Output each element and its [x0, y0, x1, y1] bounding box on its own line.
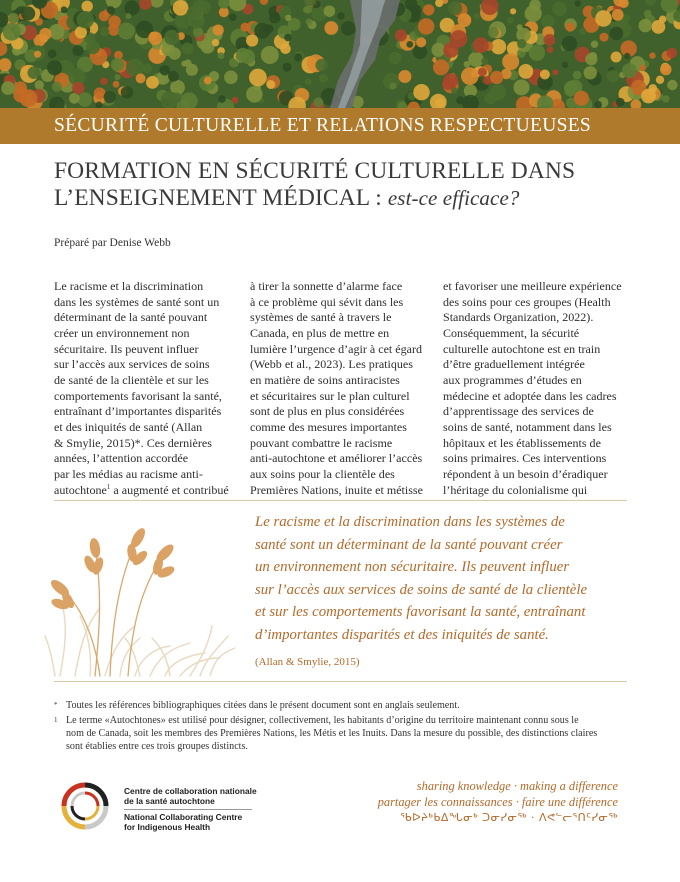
body-line: sur l’accès aux services de soins	[54, 357, 210, 372]
pull-quote-line: et sur les comportements favorisant la santé, entraînant	[255, 604, 586, 621]
footnote-1	[54, 714, 634, 753]
body-line: comportements favorisant la santé,	[54, 388, 222, 403]
body-column-1	[54, 279, 232, 498]
body-line: créer un environnement non	[54, 325, 190, 340]
org-fr-line: de la santé autochtone	[124, 795, 215, 806]
footnote-ref-1: 1	[106, 482, 111, 491]
tagline-en: sharing knowledge · making a difference	[416, 779, 618, 793]
title-line-2	[54, 185, 654, 212]
footnote-mark: *	[54, 701, 58, 709]
footnote-asterisk	[54, 699, 634, 712]
pull-quote	[255, 511, 625, 647]
body-line: & Smylie, 2015)*. Ces dernières	[54, 435, 212, 450]
body-line: aux soins pour la clientèle des	[250, 466, 395, 481]
body-line: déterminant de la santé pouvant	[54, 310, 208, 325]
body-line: Canada, en plus de mettre en	[250, 325, 390, 340]
footnote-line: sont établies entre ces trois groupes distincts.	[66, 741, 248, 752]
body-line: par les médias au racisme anti-	[54, 466, 203, 481]
body-line: répondent à un besoin d’éradiquer	[443, 466, 608, 481]
pull-quote-line: santé sont un déterminant de la santé pouvant créer	[255, 536, 563, 553]
wheat-illustration	[40, 508, 240, 678]
body-line: pouvant combattre le racisme	[250, 435, 393, 450]
body-line: anti-autochtone et améliorer l’accès	[250, 451, 423, 466]
pull-quote-line: d’importantes disparités et des iniquités de santé.	[255, 626, 549, 643]
body-line: années, l’attention accordée	[54, 451, 189, 466]
header-photo-forest	[0, 0, 680, 108]
footnote-line: Le terme «Autochtones» est utilisé pour désigner, collectivement, les habitants d’origine du territoire maintenant connu sous le	[66, 715, 579, 726]
author-line: Préparé par Denise Webb	[54, 237, 171, 249]
title-subtitle: est-ce efficace?	[387, 186, 520, 210]
body-line: hôpitaux et les établissements de	[443, 435, 601, 450]
pull-quote-line: Le racisme et la discrimination dans les systèmes de	[255, 514, 565, 530]
tagline-fr: partager les connaissances · faire une différence	[377, 795, 618, 809]
footnote-mark: 1	[54, 716, 58, 724]
divider-bottom	[54, 681, 627, 682]
tagline	[378, 778, 618, 826]
org-en-line: National Collaborating Centre	[124, 812, 243, 823]
body-column-3	[443, 279, 628, 498]
body-line: lumière l’urgence d’agir à cet égard	[250, 341, 423, 356]
body-line: à tirer la sonnette d’alarme face	[250, 279, 403, 293]
tagline-inuktitut: ᖃᐅᔨᒃᑲᐃᖓᓂᒃ ᑐᓂᓯᓂᖅ · ᐱᕙᓪᓕᕐᑎᑦᓯᓂᖅ	[400, 811, 618, 824]
pull-quote-citation: (Allan & Smylie, 2015)	[255, 656, 360, 668]
footnotes	[54, 699, 634, 753]
series-label: SÉCURITÉ CULTURELLE ET RELATIONS RESPECTUEUSES	[54, 115, 592, 136]
body-line: médecine et adoptée dans les cadres	[443, 388, 617, 403]
body-line: d’apprentissage des services de	[443, 404, 594, 419]
body-line: culturelle autochtone est en train	[443, 341, 601, 356]
divider-top	[54, 500, 627, 501]
body-line: de santé de la clientèle et sur les	[54, 372, 209, 387]
pull-quote-line: sur l’accès aux services de soins de santé de la clientèle	[255, 581, 588, 598]
footnote-line: nom de Canada, soit les membres des Premières Nations, les Métis et les Inuits. Dans la mesure du possible, des distinctions claires	[66, 728, 598, 739]
org-fr-line: Centre de collaboration nationale	[124, 786, 257, 796]
body-line: l’héritage du colonialisme qui	[443, 482, 588, 497]
body-line: soins de santé, notamment dans les	[443, 419, 612, 434]
body-line: en matière de soins antiracistes	[250, 372, 400, 387]
body-line: Conséquemment, la sécurité	[443, 325, 580, 340]
body-line: aux programmes d’études en	[443, 372, 582, 387]
body-line: systèmes de santé à travers le	[250, 310, 392, 325]
body-line-part: a augmenté et contribué	[110, 482, 229, 497]
pull-quote-line: un environnement non sécuritaire. Ils peuvent influer	[255, 559, 570, 576]
body-line: et sécuritaires sur le plan culturel	[250, 388, 410, 403]
body-line: entraînant d’importantes disparités	[54, 404, 222, 419]
body-line: comme des mesures importantes	[250, 419, 407, 434]
body-column-2	[250, 279, 425, 498]
body-line	[54, 483, 232, 499]
series-band	[0, 108, 680, 144]
org-en-line: for Indigenous Health	[124, 821, 211, 832]
body-line: et des iniquités de santé (Allan	[54, 419, 203, 434]
body-line: Standards Organization, 2022).	[443, 310, 594, 325]
title-line-2-main: L’ENSEIGNEMENT MÉDICAL :	[54, 185, 388, 211]
body-line-part: autochtone	[54, 482, 107, 497]
nccih-logo	[60, 781, 110, 831]
footnote-line: Toutes les références bibliographiques citées dans le présent document sont en anglais seulement.	[66, 700, 460, 711]
body-line: et favoriser une meilleure expérience	[443, 279, 622, 293]
body-line: (Webb et al., 2023). Les pratiques	[250, 357, 413, 372]
body-line: à ce problème qui sévit dans les	[250, 294, 404, 309]
organization-name	[124, 787, 257, 832]
body-line: d’être graduellement intégrée	[443, 357, 585, 372]
body-line: soins primaires. Ces interventions	[443, 451, 607, 466]
document-title	[54, 158, 654, 212]
body-line: sécuritaire. Ils peuvent influer	[54, 341, 199, 356]
body-line: Le racisme et la discrimination	[54, 279, 204, 293]
org-divider	[124, 809, 252, 810]
body-line: sont de plus en plus considérées	[250, 404, 405, 419]
title-line-1: FORMATION EN SÉCURITÉ CULTURELLE DANS	[54, 158, 576, 184]
body-line: dans les systèmes de santé sont un	[54, 294, 220, 309]
body-line: des soins pour ces groupes (Health	[443, 294, 611, 309]
body-line: Premières Nations, inuite et métisse	[250, 482, 423, 497]
